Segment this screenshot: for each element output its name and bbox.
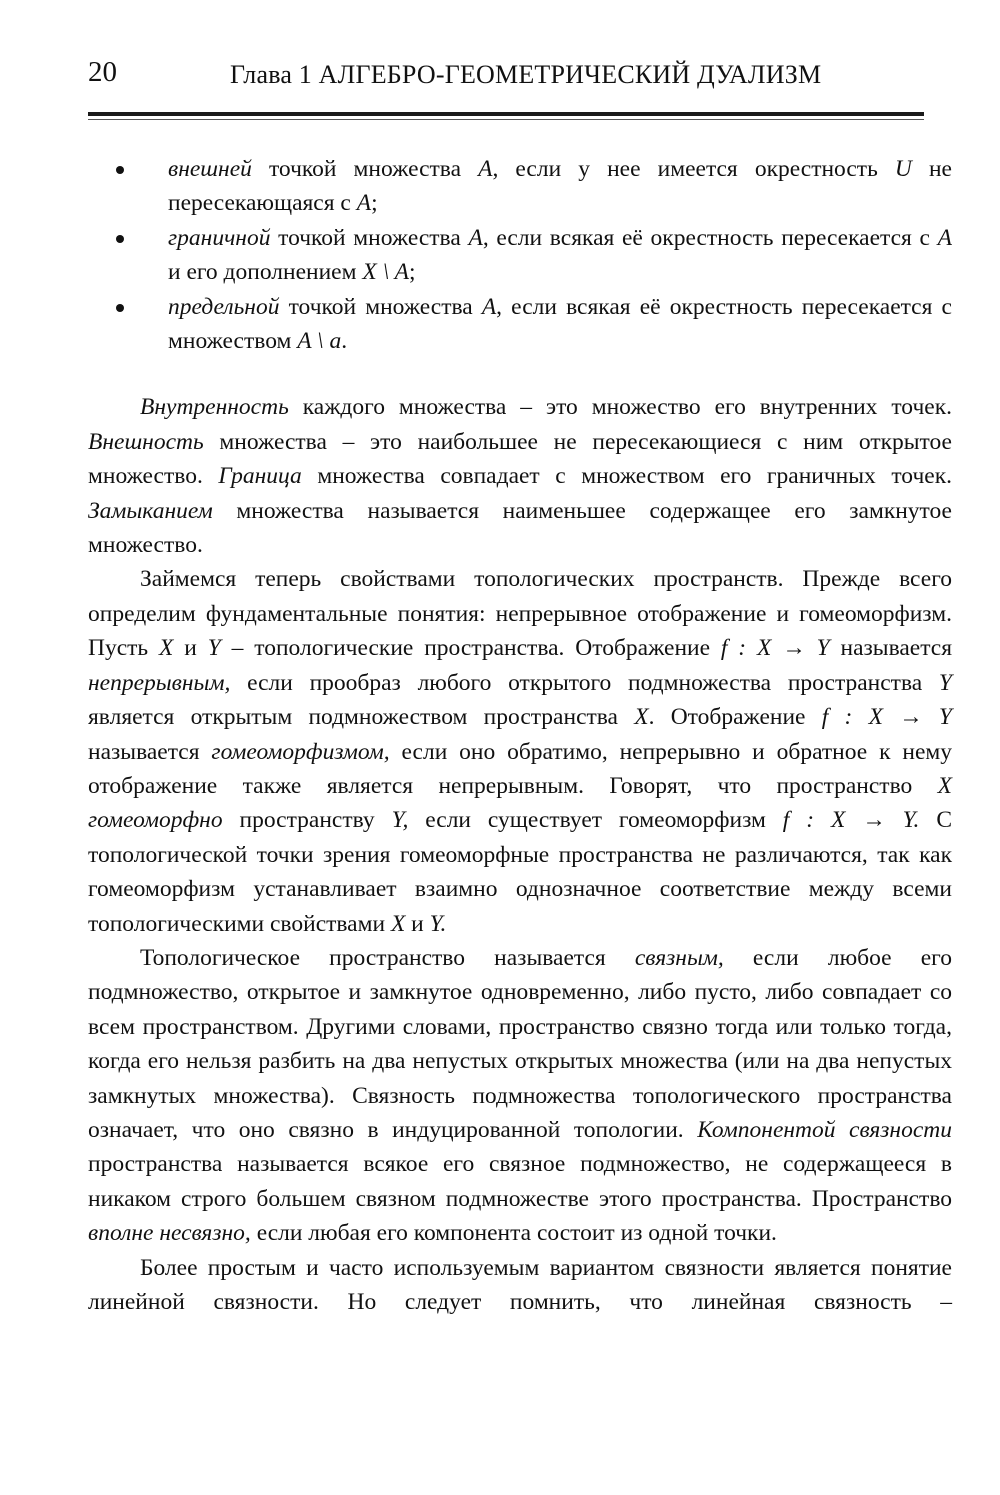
- math: A: [937, 224, 952, 251]
- page-header: [88, 52, 928, 102]
- chapter-title: Глава 1 АЛГЕБРО-ГЕОМЕТРИЧЕСКИЙ ДУАЛИЗМ: [230, 60, 822, 89]
- math: X: [634, 704, 649, 731]
- text: , если всякая её окрестность пересекается с: [482, 224, 938, 251]
- math: X: [390, 910, 406, 937]
- spacer: [88, 358, 952, 390]
- text: С топологической точки зрения гомеоморфные пространства не различаются, так как гомеоморфизм устанавливает взаимно однозначное соответствие между всеми топологическими свойствами: [88, 807, 952, 937]
- math: A: [478, 156, 493, 182]
- term: Компонентой связности: [697, 1116, 952, 1143]
- text: Более простым и часто используемым вариантом связности является понятие линейной связности. Но следует помнить, что линейная связность –: [88, 1254, 952, 1315]
- term: Внешность: [88, 428, 204, 455]
- text: множества – это наибольшее не пересекающиеся с ним открытое множество.: [88, 428, 952, 490]
- text: Займемся теперь свойствами топологических пространств. Прежде всего определим фундаментальные понятия: непрерывное отображение и гомеоморфизм. Пусть: [88, 566, 952, 662]
- header-rule-thick: [88, 112, 924, 116]
- text: не пересекающаяся с: [168, 156, 952, 217]
- term: непрерывным,: [88, 669, 231, 696]
- math: Y.: [429, 910, 447, 937]
- math: U: [894, 156, 912, 182]
- term: вполне несвязно,: [88, 1220, 251, 1247]
- math: A: [356, 190, 372, 217]
- math: A: [468, 224, 483, 251]
- text: Топологическое пространство называется: [140, 944, 635, 971]
- text: и его дополнением: [168, 259, 363, 286]
- text: , если у нее имеется окрестность: [492, 156, 895, 182]
- text: и: [173, 635, 208, 662]
- paragraph: [88, 941, 952, 1251]
- text: если оно обратимо, непрерывно и обратное к нему отображение также является непрерывным. Говорят, что пространство: [88, 738, 952, 799]
- text: – топологические пространства. Отображение: [220, 635, 721, 662]
- page-number: 20: [88, 56, 117, 88]
- term: гомеоморфизмом,: [211, 738, 390, 765]
- text: . Отображение: [648, 704, 822, 731]
- list-item: [88, 290, 952, 359]
- bullet-icon: [116, 235, 124, 243]
- text: если прообраз любого открытого подмножества пространства: [230, 669, 939, 696]
- bullet-icon: [116, 166, 124, 174]
- text: точкой множества: [251, 156, 479, 182]
- text: называется: [88, 738, 212, 765]
- paragraph: [88, 1251, 952, 1320]
- term: граничной: [168, 224, 271, 251]
- term: Замыканием: [88, 497, 213, 524]
- text: множества совпадает с множеством его граничных точек.: [301, 463, 952, 490]
- math: A \ a: [297, 328, 342, 355]
- text: .: [341, 328, 348, 355]
- term: предельной: [168, 293, 280, 320]
- text: если существует гомеоморфизм: [408, 807, 783, 834]
- header-rule-thin: [88, 119, 924, 120]
- text: если любая его компонента состоит из одной точки.: [250, 1220, 777, 1247]
- text: множества называется наименьшее содержащее его замкнутое множество.: [88, 497, 952, 559]
- paragraph: [88, 390, 952, 562]
- math: f : X → Y: [720, 635, 830, 662]
- list-item: [88, 152, 952, 221]
- term: Граница: [218, 463, 302, 490]
- math: Y: [207, 635, 221, 662]
- text: ;: [371, 190, 378, 217]
- bullet-icon: [116, 304, 124, 312]
- text: пространства называется всякое его связное подмножество, не содержащееся в никаком строго большем связном подмножестве этого пространства. Пространство: [88, 1151, 952, 1212]
- text: , если всякая её окрестность пересекается с множеством: [168, 293, 952, 355]
- term: Внутренность: [140, 394, 289, 421]
- term: внешней: [168, 156, 252, 182]
- math: X: [937, 772, 952, 799]
- text: точкой множества: [279, 293, 482, 320]
- math: f : X → Y: [821, 704, 953, 731]
- text: и: [405, 910, 430, 937]
- text: если любое его подмножество, открытое и замкнутое одновременно, либо пусто, либо совпадает со всем пространством. Другими словами, пространство связно тогда или только тогда, когда его нельзя разбить на два непустых открытых множества (или на два непустых замкнутых множества). Связность подмножества топологического пространства означает, что оно связно в индуцированной топологии.: [88, 944, 952, 1143]
- math: f : X → Y.: [782, 807, 920, 834]
- text: каждого множества – это множество его внутренних точек.: [288, 394, 952, 421]
- paragraph: [88, 562, 952, 940]
- math: Y: [938, 669, 952, 696]
- text: называется: [829, 635, 953, 662]
- text: пространству: [222, 807, 392, 834]
- page-body: [88, 152, 952, 1319]
- math: X: [159, 635, 174, 662]
- text: ;: [408, 259, 416, 286]
- term: гомеоморфно: [88, 807, 223, 834]
- math: A: [481, 293, 497, 320]
- definition-list: [88, 152, 952, 358]
- math: X \ A: [362, 259, 409, 286]
- text: является открытым подмножеством пространства: [88, 704, 635, 731]
- math: Y,: [391, 807, 409, 834]
- term: связным,: [634, 944, 724, 971]
- list-item: [88, 221, 952, 290]
- text: точкой множества: [270, 224, 469, 251]
